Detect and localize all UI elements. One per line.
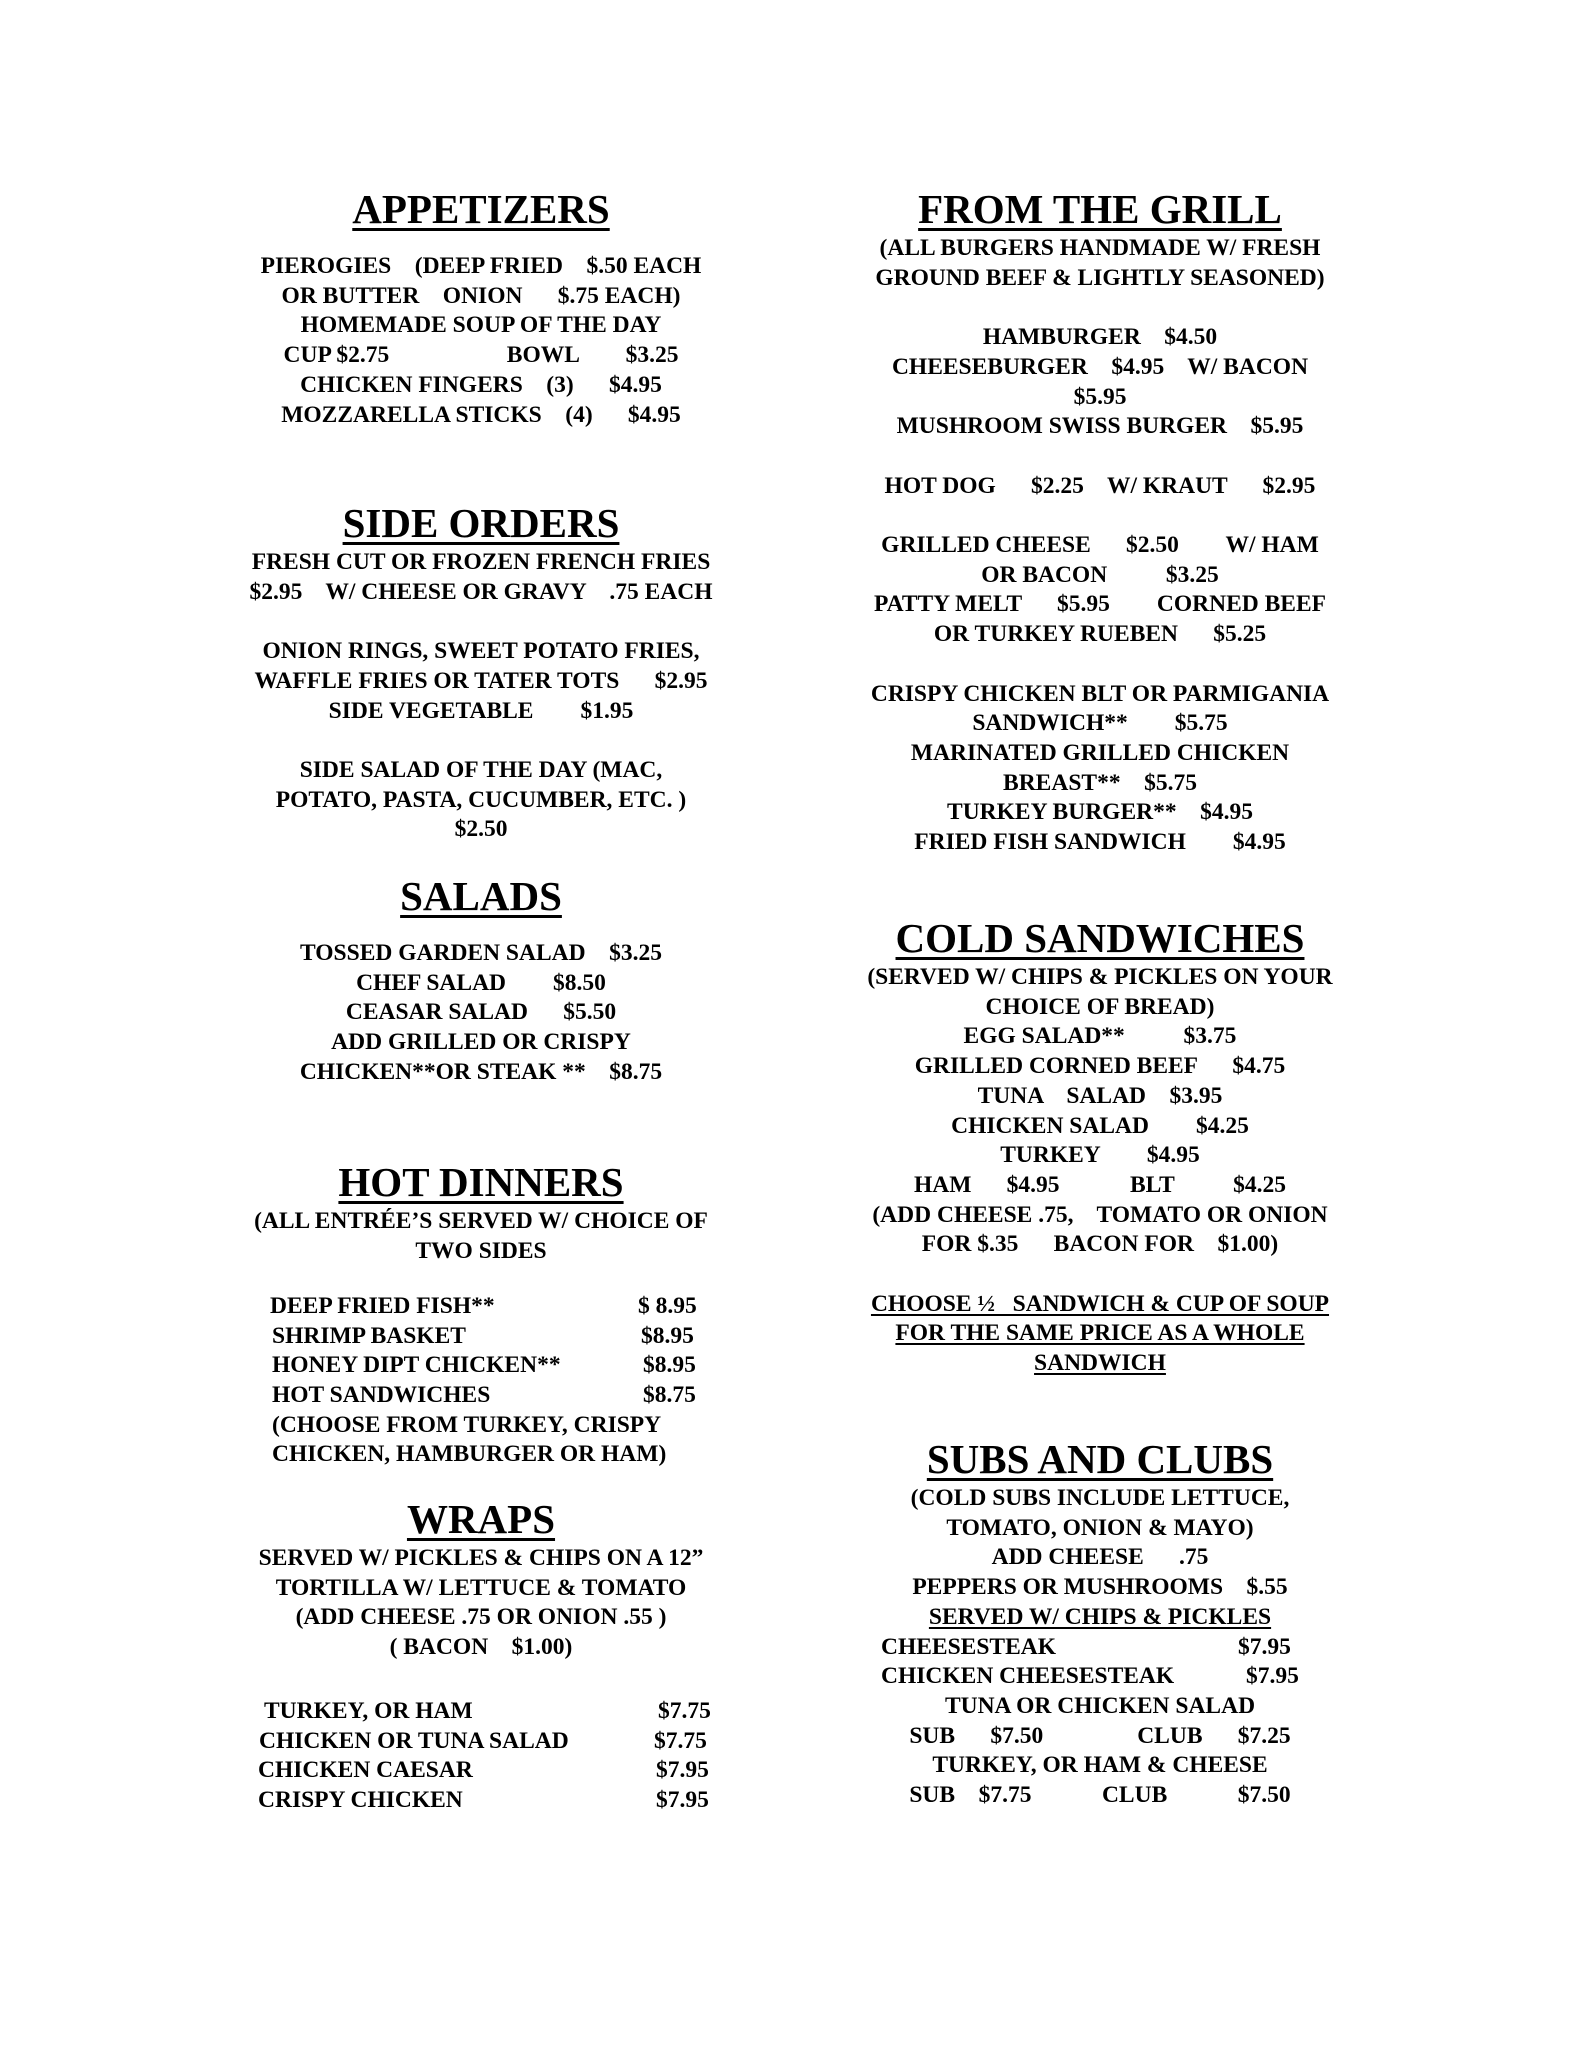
wraps-items <box>258 1697 718 1816</box>
item-name: HONEY DIPT CHICKEN** <box>272 1352 561 1379</box>
menu-line: HOT DOG $2.25 W/ KRAUT $2.95 <box>884 472 1316 499</box>
menu-line: PEPPERS OR MUSHROOMS $.55 <box>912 1574 1288 1601</box>
menu-line: EGG SALAD** $3.75 <box>963 1023 1237 1050</box>
menu-line: SUB $7.50 CLUB $7.25 <box>909 1722 1291 1749</box>
menu-line: CEASAR SALAD $5.50 <box>345 999 617 1026</box>
menu-line: POTATO, PASTA, CUCUMBER, ETC. ) <box>275 786 687 813</box>
menu-line: FOR $.35 BACON FOR $1.00) <box>921 1231 1279 1258</box>
menu-note: (CHOOSE FROM TURKEY, CRISPY <box>272 1411 662 1438</box>
menu-line: CHEESEBURGER $4.95 W/ BACON <box>891 353 1309 380</box>
menu-line: TOMATO, ONION & MAYO) <box>946 1514 1254 1541</box>
menu-line <box>815 442 1385 472</box>
menu-line: BREAST** $5.75 <box>1003 769 1197 796</box>
menu-line: SANDWICH** $5.75 <box>972 710 1228 737</box>
menu-line: MOZZARELLA STICKS (4) $4.95 <box>281 401 681 428</box>
menu-line: $2.95 W/ CHEESE OR GRAVY .75 EACH <box>249 578 713 605</box>
item-price: $7.95 <box>656 1787 709 1814</box>
menu-line: ADD CHEESE .75 <box>991 1544 1209 1571</box>
menu-line: CHOICE OF BREAD) <box>985 993 1215 1020</box>
menu-line: CUP $2.75 BOWL $3.25 <box>283 342 679 369</box>
menu-line <box>196 726 766 756</box>
subs-items <box>815 1633 1385 1692</box>
item-price: $8.95 <box>643 1352 696 1379</box>
menu-line: TUNA OR CHICKEN SALAD <box>944 1692 1256 1719</box>
menu-note: CHICKEN, HAMBURGER OR HAM) <box>272 1441 667 1468</box>
section-heading: SUBS AND CLUBS <box>926 1436 1274 1482</box>
menu-line: CRISPY CHICKEN BLT OR PARMIGANIA <box>870 680 1330 707</box>
menu-item <box>270 1322 710 1352</box>
hot-dinners-items <box>270 1292 710 1470</box>
menu-line: TWO SIDES <box>415 1237 547 1264</box>
menu-line: SERVED W/ PICKLES & CHIPS ON A 12” <box>258 1545 704 1571</box>
wraps-section <box>196 1494 766 1663</box>
cold-sandwiches-section <box>815 913 1385 1379</box>
salads-section <box>196 871 766 1088</box>
item-name: TURKEY, OR HAM <box>264 1698 473 1724</box>
menu-item <box>258 1697 718 1727</box>
item-name: CHICKEN CAESAR <box>258 1757 473 1784</box>
menu-line: TURKEY, OR HAM & CHEESE <box>932 1752 1268 1779</box>
menu-line: SUB $7.75 CLUB $7.50 <box>909 1782 1291 1809</box>
promo-line: SERVED W/ CHIPS & PICKLES <box>928 1603 1272 1630</box>
menu-line: $2.50 <box>454 816 508 843</box>
menu-line <box>196 607 766 637</box>
from-the-grill-section <box>815 184 1385 858</box>
menu-line: PIEROGIES (DEEP FRIED $.50 EACH <box>260 253 702 279</box>
section-heading: APPETIZERS <box>352 186 610 232</box>
menu-line: TUNA SALAD $3.95 <box>977 1082 1223 1109</box>
item-price: $7.95 <box>1246 1663 1299 1690</box>
item-price: $8.95 <box>641 1322 694 1349</box>
menu-item <box>258 1727 718 1757</box>
section-heading: WRAPS <box>406 1496 556 1542</box>
menu-line: GRILLED CHEESE $2.50 W/ HAM <box>881 532 1319 559</box>
menu-line: (ALL BURGERS HANDMADE W/ FRESH <box>879 235 1321 261</box>
item-name: CRISPY CHICKEN <box>258 1787 463 1814</box>
menu-line: (ADD CHEESE .75, TOMATO OR ONION <box>872 1201 1328 1228</box>
menu-item <box>815 1633 1385 1663</box>
menu-line: FRESH CUT OR FROZEN FRENCH FRIES <box>251 549 711 575</box>
item-name: HOT SANDWICHES <box>272 1382 491 1409</box>
menu-line: (COLD SUBS INCLUDE LETTUCE, <box>910 1485 1290 1511</box>
menu-line <box>815 293 1385 323</box>
section-heading: COLD SANDWICHES <box>895 915 1305 961</box>
menu-line: ( BACON $1.00) <box>389 1634 573 1661</box>
menu-line: SIDE VEGETABLE $1.95 <box>328 697 634 724</box>
menu-line: HAMBURGER $4.50 <box>982 324 1218 351</box>
item-price: $7.75 <box>658 1698 711 1724</box>
menu-line: $5.95 <box>1073 383 1127 410</box>
menu-line: FRIED FISH SANDWICH $4.95 <box>914 829 1286 856</box>
menu-line: TOSSED GARDEN SALAD $3.25 <box>300 940 662 966</box>
menu-item <box>258 1756 718 1786</box>
menu-item <box>270 1351 710 1381</box>
menu-line: MUSHROOM SWISS BURGER $5.95 <box>896 413 1304 440</box>
menu-line: MARINATED GRILLED CHICKEN <box>910 739 1290 766</box>
item-price: $8.75 <box>643 1382 696 1409</box>
menu-line: OR TURKEY RUEBEN $5.25 <box>933 621 1267 648</box>
menu-line: CHICKEN**OR STEAK ** $8.75 <box>299 1058 663 1085</box>
menu-line: HOMEMADE SOUP OF THE DAY <box>300 312 662 339</box>
item-name: DEEP FRIED FISH** <box>270 1293 495 1319</box>
menu-line: (SERVED W/ CHIPS & PICKLES ON YOUR <box>867 964 1333 990</box>
menu-line: CHICKEN FINGERS (3) $4.95 <box>300 371 662 398</box>
item-price: $7.95 <box>656 1757 709 1784</box>
menu-item <box>815 1662 1385 1692</box>
menu-item <box>270 1381 710 1411</box>
menu-line: CHEF SALAD $8.50 <box>356 969 606 996</box>
item-name: CHEESESTEAK <box>881 1633 1057 1660</box>
item-price: $7.95 <box>1238 1633 1291 1660</box>
menu-line: OR BUTTER ONION $.75 EACH) <box>281 282 681 309</box>
section-heading: FROM THE GRILL <box>918 186 1282 232</box>
menu-line: TURKEY BURGER** $4.95 <box>947 799 1253 826</box>
menu-line: ONION RINGS, SWEET POTATO FRIES, <box>262 638 700 665</box>
item-name: CHICKEN CHEESESTEAK <box>881 1663 1175 1690</box>
promo-line: SANDWICH <box>1034 1350 1166 1377</box>
menu-line: GROUND BEEF & LIGHTLY SEASONED) <box>875 264 1325 291</box>
item-name: CHICKEN OR TUNA SALAD <box>259 1727 569 1754</box>
menu-line: (ALL ENTRÉE’S SERVED W/ CHOICE OF <box>254 1208 708 1234</box>
menu-line <box>815 650 1385 680</box>
section-heading: SIDE ORDERS <box>342 500 620 546</box>
menu-line: WAFFLE FRIES OR TATER TOTS $2.95 <box>254 667 708 694</box>
promo-line: CHOOSE ½ SANDWICH & CUP OF SOUP <box>870 1290 1330 1317</box>
menu-line: GRILLED CORNED BEEF $4.75 <box>914 1053 1286 1080</box>
menu-item <box>258 1786 718 1816</box>
menu-line: SIDE SALAD OF THE DAY (MAC, <box>299 756 663 783</box>
menu-line: CHICKEN SALAD $4.25 <box>951 1112 1249 1139</box>
section-heading: SALADS <box>400 873 562 919</box>
promo-line: FOR THE SAME PRICE AS A WHOLE <box>895 1320 1305 1347</box>
menu-line: TURKEY $4.95 <box>1000 1142 1200 1169</box>
menu-line: TORTILLA W/ LETTUCE & TOMATO <box>275 1574 687 1601</box>
hot-dinners-section <box>196 1157 766 1266</box>
menu-line: ADD GRILLED OR CRISPY <box>331 1029 631 1056</box>
side-orders-section <box>196 498 766 845</box>
appetizers-section <box>196 184 766 430</box>
menu-item <box>270 1292 710 1322</box>
item-price: $7.75 <box>654 1727 707 1754</box>
menu-line: (ADD CHEESE .75 OR ONION .55 ) <box>295 1604 667 1631</box>
menu-line: PATTY MELT $5.95 CORNED BEEF <box>874 591 1326 618</box>
menu-line <box>815 501 1385 531</box>
subs-and-clubs-section <box>815 1434 1385 1811</box>
menu-line: HAM $4.95 BLT $4.25 <box>913 1171 1287 1198</box>
section-heading: HOT DINNERS <box>338 1159 624 1205</box>
menu-line: OR BACON $3.25 <box>981 561 1219 588</box>
item-name: SHRIMP BASKET <box>272 1322 466 1349</box>
item-price: $ 8.95 <box>638 1293 697 1319</box>
